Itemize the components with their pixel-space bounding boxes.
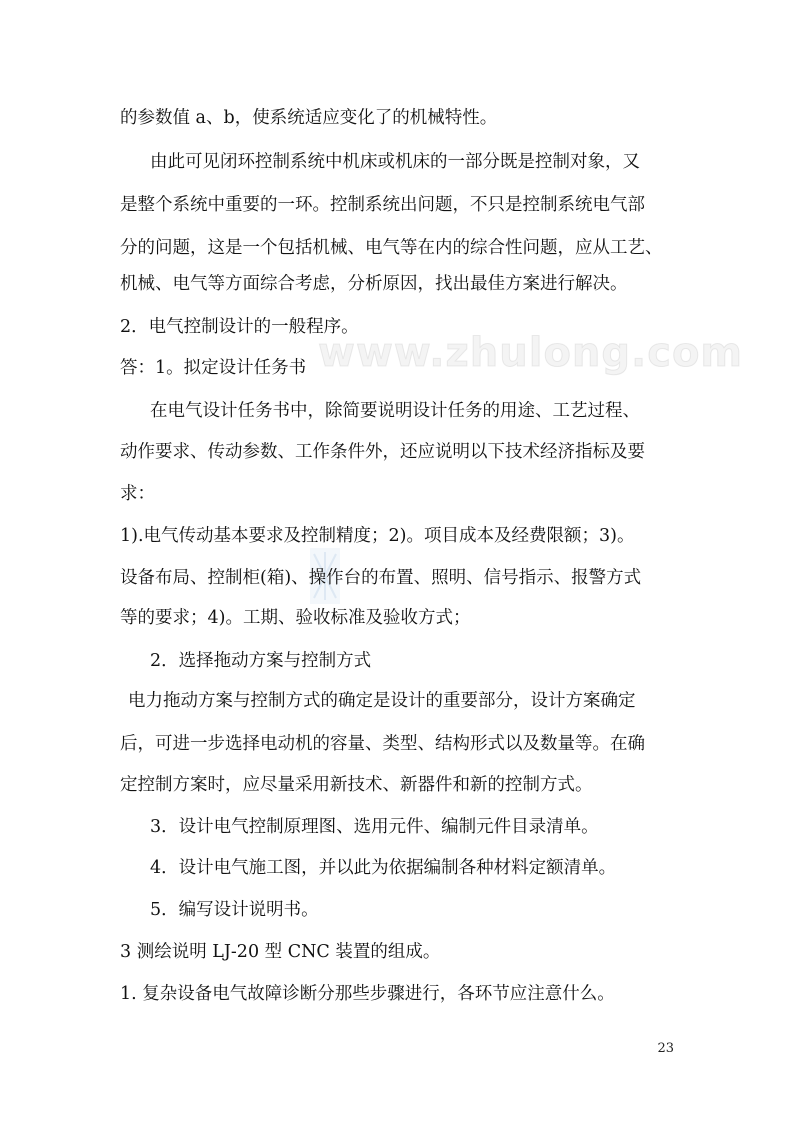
text-line-14: 2．选择拖动方案与控制方式 bbox=[150, 651, 372, 671]
text-line-15: 电力拖动方案与控制方式的确定是设计的重要部分，设计方案确定 bbox=[128, 691, 636, 711]
text-line-19: 4．设计电气施工图，并以此为依据编制各种材料定额清单。 bbox=[150, 858, 617, 878]
text-line-11: 1).电气传动基本要求及控制精度；2)。项目成本及经费限额；3)。 bbox=[120, 526, 635, 546]
text-line-20: 5．编写设计说明书。 bbox=[150, 900, 319, 920]
text-line-5: 机械、电气等方面综合考虑，分析原因，找出最佳方案进行解决。 bbox=[120, 274, 628, 294]
text-line-22: 1. 复杂设备电气故障诊断分那些步骤进行，各环节应注意什么。 bbox=[120, 984, 615, 1004]
text-line-9: 动作要求、传动参数、工作条件外，还应说明以下技术经济指标及要 bbox=[120, 442, 645, 462]
text-line-17: 定控制方案时，应尽量采用新技术、新器件和新的控制方式。 bbox=[120, 775, 593, 795]
text-line-2: 由此可见闭环控制系统中机床或机床的一部分既是控制对象，又 bbox=[150, 152, 640, 172]
text-line-8: 在电气设计任务书中，除简要说明设计任务的用途、工艺过程、 bbox=[150, 401, 640, 421]
text-line-6: 2．电气控制设计的一般程序。 bbox=[120, 317, 359, 337]
text-line-10: 求： bbox=[120, 484, 155, 504]
text-line-1: 的参数值 a、b，使系统适应变化了的机械特性。 bbox=[120, 108, 498, 128]
text-line-3: 是整个系统中重要的一环。控制系统出问题，不只是控制系统电气部 bbox=[120, 195, 645, 215]
text-line-7: 答：1。拟定设计任务书 bbox=[120, 358, 307, 378]
page-number: 23 bbox=[657, 1041, 674, 1056]
text-line-13: 等的要求；4)。工期、验收标准及验收方式； bbox=[120, 608, 471, 628]
text-line-4: 分的问题，这是一个包括机械、电气等在内的综合性问题，应从工艺、 bbox=[120, 238, 663, 258]
text-line-16: 后，可进一步选择电动机的容量、类型、结构形式以及数量等。在确 bbox=[120, 734, 645, 754]
watermark-text: www.zhulong.com bbox=[318, 330, 744, 376]
text-line-18: 3．设计电气控制原理图、选用元件、编制元件目录清单。 bbox=[150, 817, 599, 837]
text-line-12: 设备布局、控制柜(箱)、操作台的布置、照明、信号指示、报警方式 bbox=[120, 568, 642, 588]
text-line-21: 3 测绘说明 LJ-20 型 CNC 装置的组成。 bbox=[120, 942, 441, 962]
